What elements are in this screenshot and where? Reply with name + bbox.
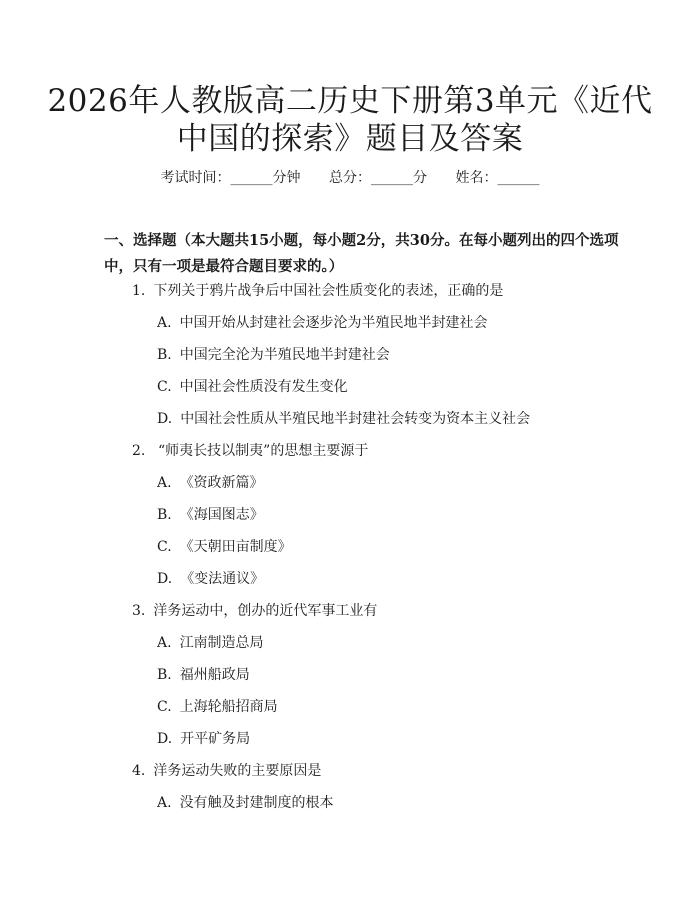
- option-letter: D.: [157, 571, 173, 587]
- exam-meta: [0, 168, 700, 188]
- option-letter: A.: [157, 475, 172, 491]
- option-text: 没有触及封建制度的根本: [179, 795, 334, 811]
- option-letter: C.: [157, 539, 172, 555]
- option-text: 开平矿务局: [180, 731, 251, 747]
- student-name-field: 姓名：______: [455, 170, 540, 186]
- option-2a: [157, 473, 264, 493]
- option-letter: D.: [157, 411, 173, 427]
- total-score-field: 总分：______分: [329, 170, 427, 186]
- option-2b: [157, 505, 264, 525]
- option-3b: [157, 665, 250, 685]
- option-text: 中国完全沦为半殖民地半封建社会: [179, 347, 390, 363]
- question-3: [132, 601, 377, 621]
- question-number: 3.: [132, 603, 146, 619]
- option-letter: B.: [157, 347, 172, 363]
- option-letter: A.: [157, 315, 172, 331]
- option-1c: [157, 377, 348, 397]
- option-text: 《变法通议》: [180, 571, 265, 587]
- option-1d: [157, 409, 530, 429]
- question-4: [132, 761, 321, 781]
- option-letter: A.: [157, 635, 172, 651]
- option-letter: C.: [157, 379, 172, 395]
- option-3d: [157, 729, 250, 749]
- question-number: 2.: [132, 443, 146, 459]
- question-1: [132, 281, 503, 301]
- exam-time-field: 考试时间：______分钟: [160, 170, 301, 186]
- option-1b: [157, 345, 390, 365]
- option-text: 福州船政局: [179, 667, 250, 683]
- option-text: 中国开始从封建社会逐步沦为半殖民地半封建社会: [179, 315, 488, 331]
- option-3a: [157, 633, 264, 653]
- option-2c: [157, 537, 292, 557]
- option-text: 中国社会性质没有发生变化: [179, 379, 348, 395]
- section-heading: 一、选择题（本大题共15小题，每小题2分，共30分。在每小题列出的四个选项中，只有一项是最符合题目要求的。）: [104, 232, 619, 275]
- option-text: 《资政新篇》: [179, 475, 264, 491]
- option-letter: B.: [157, 667, 172, 683]
- option-letter: D.: [157, 731, 173, 747]
- question-number: 4.: [132, 763, 146, 779]
- option-text: 《天朝田亩制度》: [179, 539, 292, 555]
- exam-title-line-2: 中国的探索》题目及答案: [176, 121, 524, 157]
- exam-title-line-1: 2026年人教版高二历史下册第3单元《近代: [47, 83, 653, 119]
- option-letter: A.: [157, 795, 172, 811]
- question-number: 1.: [132, 283, 146, 299]
- question-text: 洋务运动中，创办的近代军事工业有: [153, 603, 378, 619]
- option-text: 江南制造总局: [179, 635, 264, 651]
- option-1a: [157, 313, 488, 333]
- question-2: [132, 441, 368, 461]
- option-2d: [157, 569, 264, 589]
- option-text: 上海轮船招商局: [179, 699, 278, 715]
- option-letter: C.: [157, 699, 172, 715]
- question-text: “师夷长技以制夷”的思想主要源于: [158, 443, 369, 459]
- option-4a: [157, 793, 334, 813]
- option-3c: [157, 697, 278, 717]
- option-text: 《海国图志》: [179, 507, 264, 523]
- question-text: 洋务运动失败的主要原因是: [153, 763, 322, 779]
- option-letter: B.: [157, 507, 172, 523]
- option-text: 中国社会性质从半殖民地半封建社会转变为资本主义社会: [180, 411, 531, 427]
- question-text: 下列关于鸦片战争后中国社会性质变化的表述，正确的是: [153, 283, 504, 299]
